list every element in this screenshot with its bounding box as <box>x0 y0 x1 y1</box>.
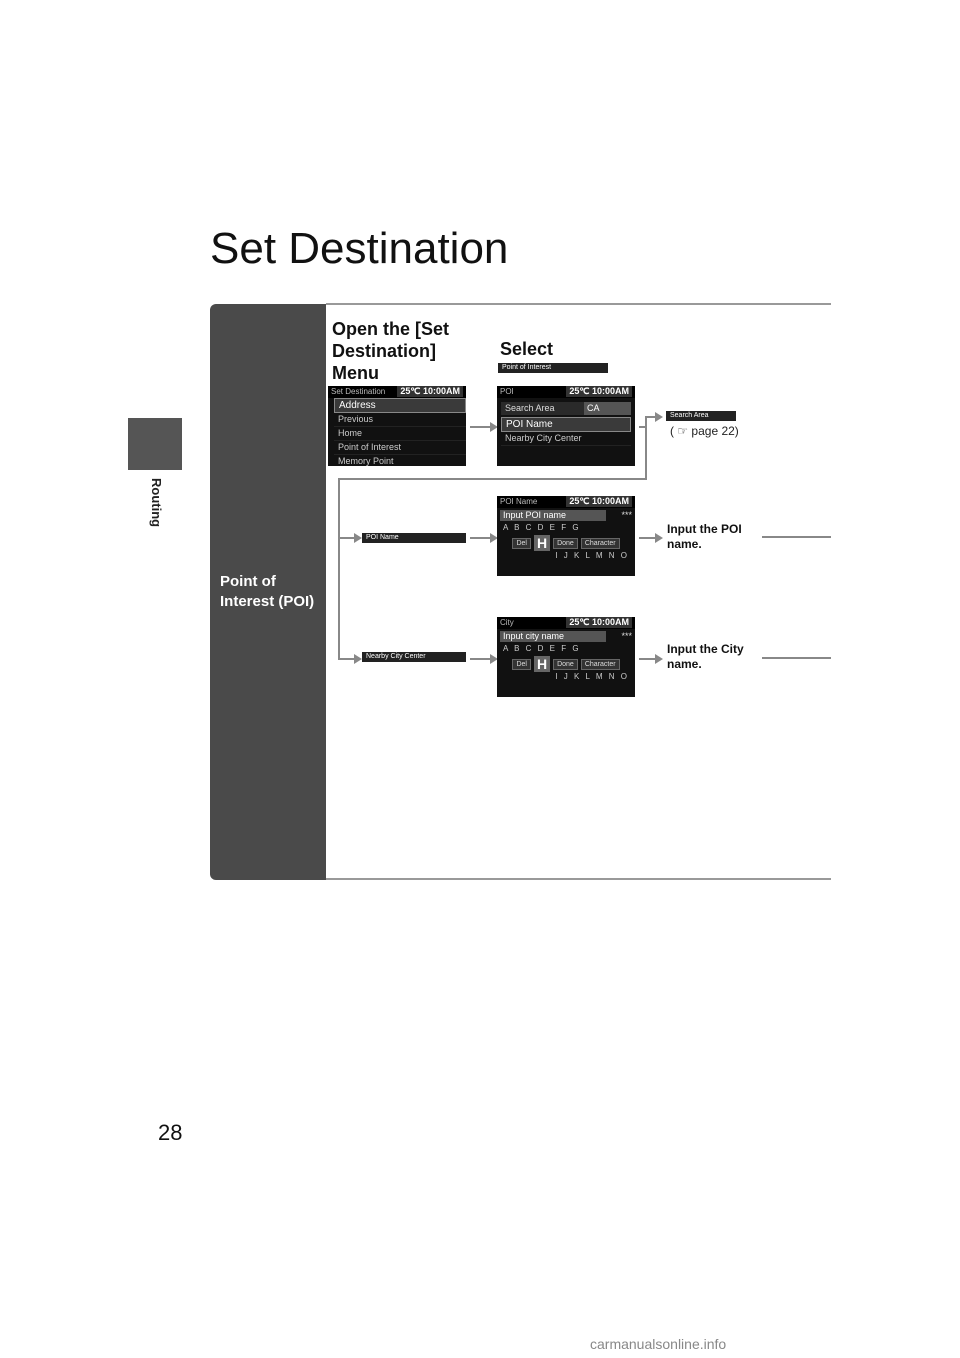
poi-search-area-value: CA <box>584 402 631 415</box>
keyboard-row-1[interactable]: A B C D E F G <box>503 644 581 653</box>
menu-item-previous[interactable]: Previous <box>334 413 466 427</box>
top-divider <box>326 303 831 305</box>
page-title: Set Destination <box>210 224 509 273</box>
chip-search-area: Search Area <box>666 411 736 421</box>
arrow-4 <box>470 658 492 660</box>
selected-letter[interactable]: H <box>534 656 550 672</box>
del-button[interactable]: Del <box>512 659 531 670</box>
chip-nearby-city-center: Nearby City Center <box>362 652 466 662</box>
category-panel <box>210 304 326 880</box>
arrow-5 <box>639 658 657 660</box>
done-button[interactable]: Done <box>553 538 578 549</box>
connector-vertical <box>645 416 647 478</box>
screen-poi: POI 25℃ 10:00AM Search Area CA POI Name Nearby City Center <box>497 386 635 466</box>
poi-continue-line <box>762 536 831 538</box>
section-tab <box>128 418 182 470</box>
poi-item-nearby[interactable]: Nearby City Center <box>501 432 631 446</box>
chip-point-of-interest: Point of Interest <box>498 363 608 373</box>
menu-item-address[interactable]: Address <box>334 398 466 413</box>
section-tab-label: Routing <box>149 478 164 528</box>
arrow-1 <box>470 426 492 428</box>
keyboard-row-2[interactable]: I J K L M N O <box>555 672 629 681</box>
city-stars: *** <box>621 631 632 641</box>
heading-open-menu: Open the [Set Destination] Menu <box>332 319 450 383</box>
done-button[interactable]: Done <box>553 659 578 670</box>
del-button[interactable]: Del <box>512 538 531 549</box>
character-button[interactable]: Character <box>581 659 620 670</box>
note-input-city: Input the City name. <box>667 642 744 671</box>
menu-item-home[interactable]: Home <box>334 427 466 441</box>
poi-item-name[interactable]: POI Name <box>501 417 631 432</box>
arrow-poi-name-branch <box>340 537 356 539</box>
city-input[interactable]: Input city name <box>500 631 606 642</box>
heading-select: Select <box>500 339 554 359</box>
connector-trunk <box>338 478 647 480</box>
chip-poi-name: POI Name <box>362 533 466 543</box>
arrow-nearby-branch <box>340 658 356 660</box>
screen-city: City 25℃ 10:00AM Input city name *** A B C D E F G Del H Done Character I J K L M N O <box>497 617 635 697</box>
arrow-3 <box>639 537 657 539</box>
bottom-divider <box>326 878 831 880</box>
menu-item-memory-point[interactable]: Memory Point <box>334 455 466 466</box>
menu-item-point-of-interest[interactable]: Point of Interest <box>334 441 466 455</box>
screen-poi-name: POI Name 25℃ 10:00AM Input POI name *** A B C D E F G Del H Done Character I J K L M N O <box>497 496 635 576</box>
connector-trunk-vertical <box>338 478 340 660</box>
poi-name-input[interactable]: Input POI name <box>500 510 606 521</box>
page-reference: ( ☞ page 22) <box>670 424 739 438</box>
note-input-poi: Input the POI name. <box>667 522 742 551</box>
page-number: 28 <box>158 1120 183 1145</box>
poi-search-area[interactable]: Search Area <box>501 402 584 415</box>
arrow-2 <box>470 537 492 539</box>
city-continue-line <box>762 657 831 659</box>
keyboard-row-1[interactable]: A B C D E F G <box>503 523 581 532</box>
poi-name-stars: *** <box>621 510 632 520</box>
screen-set-destination: Set Destination 25℃ 10:00AM Address Previous Home Point of Interest Memory Point <box>328 386 466 466</box>
watermark: carmanualsonline.info <box>590 1336 727 1352</box>
category-label: Point of Interest (POI) <box>220 573 315 610</box>
character-button[interactable]: Character <box>581 538 620 549</box>
keyboard-row-2[interactable]: I J K L M N O <box>555 551 629 560</box>
selected-letter[interactable]: H <box>534 535 550 551</box>
arrow-search-area <box>647 416 657 418</box>
